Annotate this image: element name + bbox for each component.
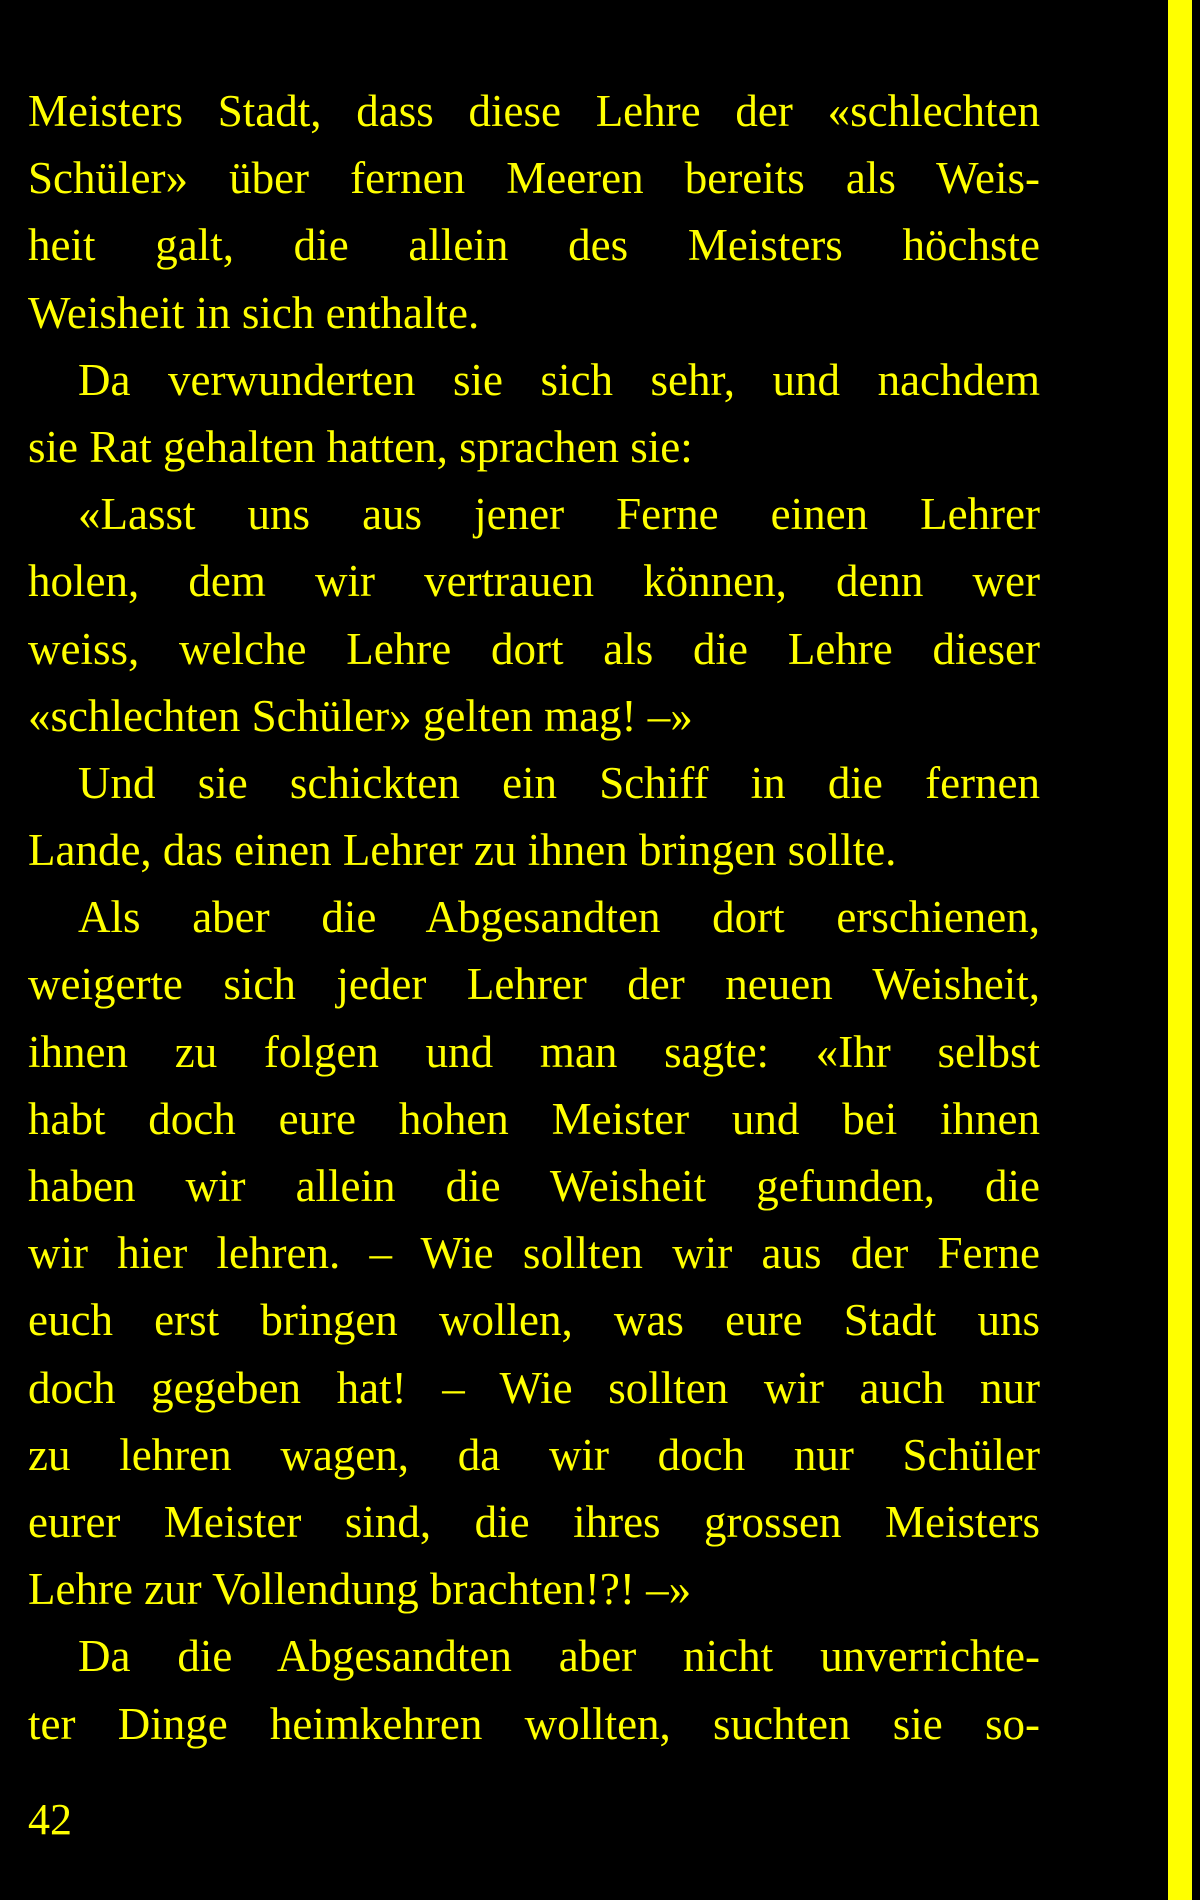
- text-line: habt doch eure hohen Meister und bei ihnen: [28, 1093, 1040, 1144]
- text-line: zu lehren wagen, da wir doch nur Schüler: [28, 1429, 1040, 1480]
- text-line: holen, dem wir vertrauen können, denn wer: [28, 556, 1040, 607]
- text-line: euch erst bringen wollen, was eure Stadt uns: [28, 1295, 1040, 1346]
- page-number: 42: [28, 1795, 72, 1844]
- text-line: Lande, das einen Lehrer zu ihnen bringen sollte.: [28, 825, 897, 876]
- text-line: wir hier lehren. – Wie sollten wir aus der Ferne: [28, 1228, 1040, 1279]
- text-line: Schüler» über fernen Meeren bereits als Weis-: [28, 153, 1040, 204]
- text-line: doch gegeben hat! – Wie sollten wir auch nur: [28, 1362, 1040, 1413]
- text-line: Lehre zur Vollendung brachten!?! –»: [28, 1564, 692, 1615]
- body-text: [28, 78, 1040, 1758]
- page-edge-strip: [1168, 0, 1192, 1900]
- text-line: ter Dinge heimkehren wollten, suchten sie so-: [28, 1698, 1040, 1749]
- text-line: ihnen zu folgen und man sagte: «Ihr selbst: [28, 1026, 1040, 1077]
- text-line: Weisheit in sich enthalte.: [28, 287, 480, 338]
- text-line: «schlechten Schüler» gelten mag! –»: [28, 690, 693, 741]
- text-line: Meisters Stadt, dass diese Lehre der «schlechten: [28, 86, 1040, 136]
- text-line: weigerte sich jeder Lehrer der neuen Weisheit,: [28, 959, 1040, 1010]
- text-line: haben wir allein die Weisheit gefunden, die: [28, 1161, 1040, 1211]
- text-line: Als aber die Abgesandten dort erschienen,: [78, 892, 1040, 943]
- text-line: eurer Meister sind, die ihres grossen Meisters: [28, 1496, 1040, 1547]
- page-gutter-shadow: [1158, 0, 1168, 1900]
- text-line: weiss, welche Lehre dort als die Lehre dieser: [28, 623, 1040, 674]
- text-line: Da verwunderten sie sich sehr, und nachdem: [78, 354, 1040, 405]
- text-line: heit galt, die allein des Meisters höchste: [28, 220, 1040, 271]
- text-line: sie Rat gehalten hatten, sprachen sie:: [28, 421, 693, 472]
- text-line: «Lasst uns aus jener Ferne einen Lehrer: [78, 489, 1040, 540]
- text-line: Und sie schickten ein Schiff in die fernen: [78, 757, 1040, 808]
- text-line: Da die Abgesandten aber nicht unverrichte-: [78, 1631, 1040, 1682]
